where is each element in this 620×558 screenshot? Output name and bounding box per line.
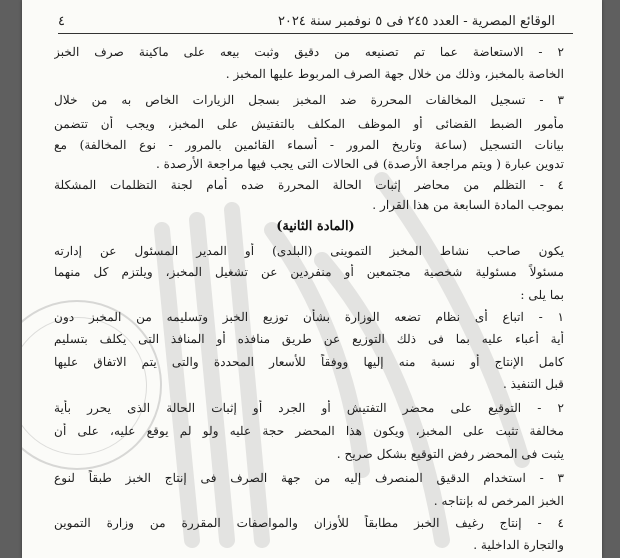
document-page <box>22 0 602 558</box>
text-line: تدوين عبارة ( ويتم مراجعة الأرصدة) فى الحالات التى يجب فيها مراجعة الأرصدة . <box>155 157 564 171</box>
text-line: كامل الإنتاج أو نسبة منه إليها ووفقاً للأسعار المحددة والتى يتم الاتفاق عليها <box>54 355 564 369</box>
text-line: ٣ - استخدام الدقيق المنصرف إليه من جهة الصرف فى إنتاج الخبز طبقاً لنوع <box>54 471 564 485</box>
text-line: يكون صاحب نشاط المخبز التموينى (البلدى) أو المدير المسئول عن إدارته <box>54 244 564 258</box>
text-line: ٣ - تسجيل المخالفات المحررة ضد المخبز بسجل الزيارات الخاص به من خلال <box>54 93 564 107</box>
text-line: ٢ - التوقيع على محضر التفتيش أو الجرد أو إثبات الحالة الذى يحرر بأية <box>54 401 564 415</box>
article-heading: (المادة الثانية) <box>276 219 355 234</box>
text-line: الخاصة بالمخبز، وذلك من خلال جهة الصرف المربوط عليها المخبز . <box>225 67 564 81</box>
text-line: بما يلى : <box>520 288 564 302</box>
text-line: ٤ - التظلم من محاضر إثبات الحالة المحررة ضده أمام لجنة التظلمات المشكلة <box>54 178 564 192</box>
text-line: مسئولاً مسئولية شخصية مجتمعين أو منفردين عن تشغيل المخبز، ويلتزم كل منهما <box>54 265 564 279</box>
page-number: ٤ <box>58 14 65 29</box>
header-title: الوقائع المصرية - العدد ٢٤٥ فى ٥ نوفمبر سنة ٢٠٢٤ <box>277 14 555 29</box>
text-line: ٢ - الاستعاضة عما تم تصنيعه من دقيق وثبت بيعه على ماكينة صرف الخبز <box>54 45 564 59</box>
text-line: والتجارة الداخلية . <box>473 538 564 552</box>
text-line: بموجب المادة السابعة من هذا القرار . <box>372 198 564 212</box>
text-line: الخبز المرخص له بإنتاجه . <box>433 494 564 508</box>
text-line: يثبت فى المحضر رفض التوقيع بشكل صريح . <box>336 447 564 461</box>
text-line: أية أعباء عليه بما فى ذلك التوزيع عن طريق منافذه أو المنافذ التى يكلف بتسليم <box>54 332 564 346</box>
text-line: ٤ - إنتاج رغيف الخبز مطابقاً للأوزان والمواصفات المقررة من وزارة التموين <box>54 516 564 530</box>
page-header <box>58 12 573 34</box>
header-rule <box>58 33 573 34</box>
text-line: مخالفة تثبت على المخبز، ويكون هذا المحضر حجة عليه ولو لم يوقع عليه، على أن <box>54 424 564 438</box>
text-line: بيانات التسجيل (ساعة وتاريخ المرور - أسماء القائمين بالمرور - نوع المخالفة) مع <box>54 138 564 152</box>
text-line: قبل التنفيذ . <box>502 377 564 391</box>
text-line: ١ - اتباع أى نظام تضعه الوزارة بشأن توزيع الخبز وتسليمه من المخبز دون <box>54 310 564 324</box>
text-line: مأمور الضبط القضائى أو الموظف المكلف بالتفتيش على المخبز، ويجب أن تتضمن <box>54 117 564 131</box>
